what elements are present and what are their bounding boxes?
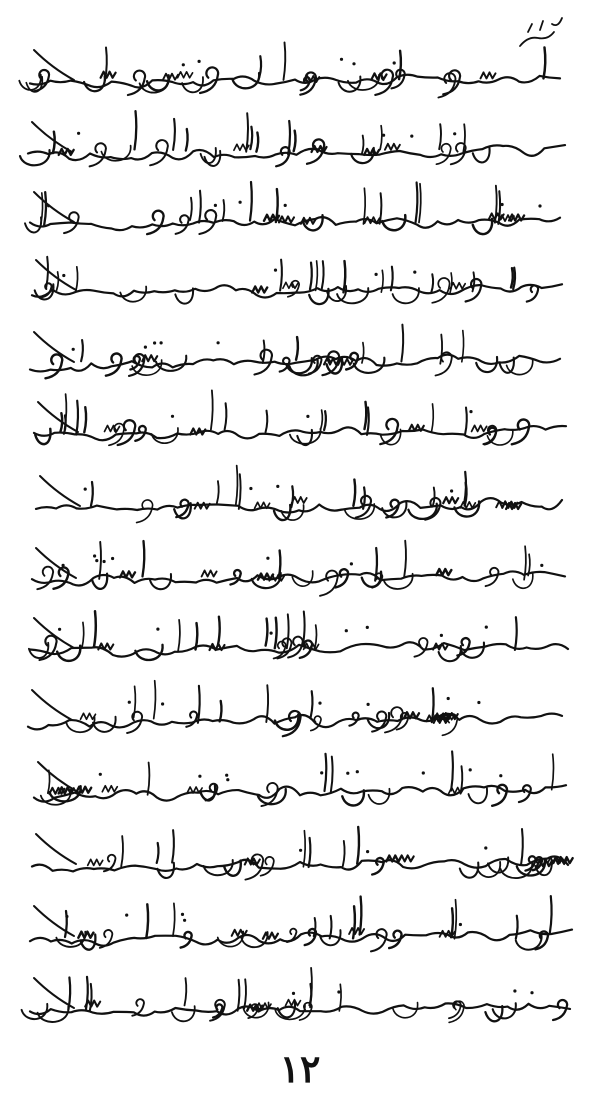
manuscript-line [32, 541, 565, 596]
manuscript-line [20, 111, 565, 166]
page-number: ١٢ [279, 1046, 321, 1091]
manuscript-line [30, 325, 560, 379]
manuscript-line [28, 681, 562, 737]
manuscript-line [29, 611, 568, 661]
manuscript-line [25, 182, 560, 234]
manuscript-line [22, 968, 570, 1023]
manuscript-line [32, 257, 562, 304]
manuscript-line [32, 827, 573, 880]
manuscript-line [30, 896, 572, 951]
manuscript-line [34, 751, 566, 806]
marginal-note [520, 18, 562, 46]
manuscript-line [34, 390, 566, 445]
manuscript-line [36, 466, 562, 523]
manuscript-line [19, 42, 560, 97]
